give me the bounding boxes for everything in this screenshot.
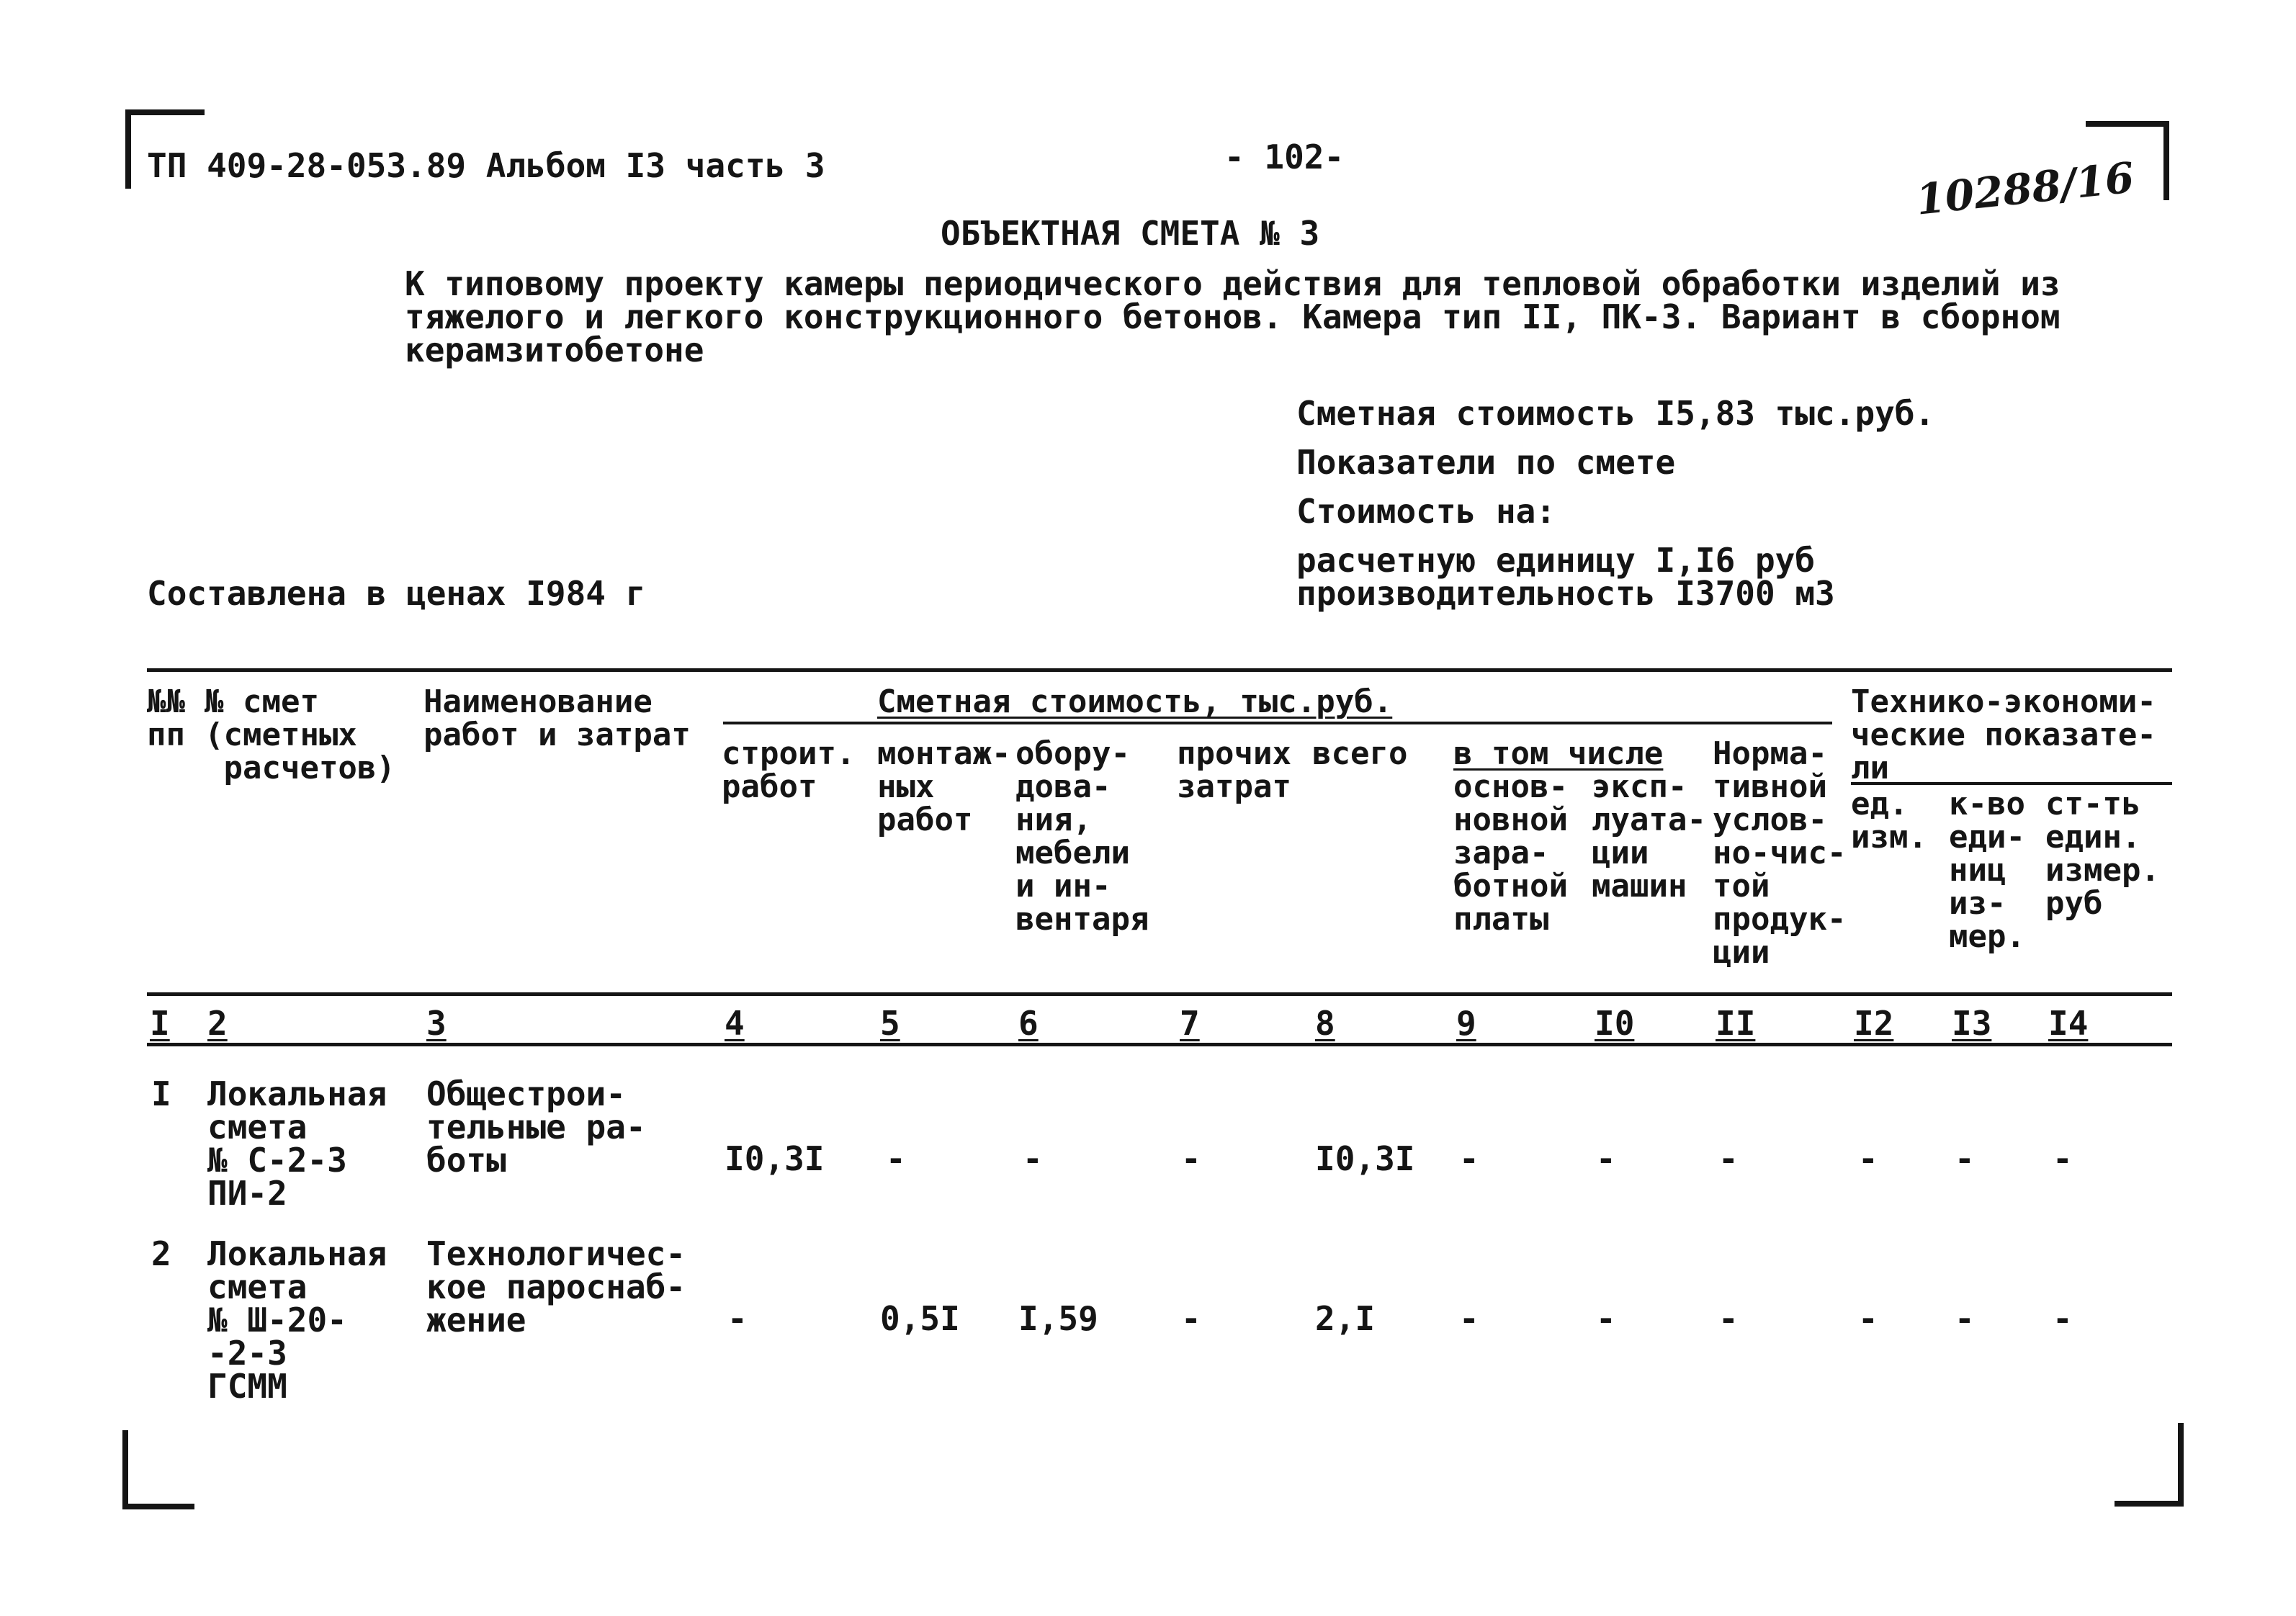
value-unit-count: - xyxy=(1955,1139,1975,1178)
value-base-salary: - xyxy=(1459,1139,1479,1178)
column-number: 3 xyxy=(426,1004,447,1043)
column-number: I4 xyxy=(2048,1004,2089,1043)
header-unit-cost: ст-ть един. измер. руб xyxy=(2045,786,2160,922)
header-other-costs: прочих затрат xyxy=(1177,735,1291,805)
value-unit: - xyxy=(1858,1139,1878,1178)
column-number: 2 xyxy=(207,1004,228,1043)
value-normative-product: - xyxy=(1718,1139,1739,1178)
description-line-3: керамзитобетоне xyxy=(405,331,704,369)
column-number: 4 xyxy=(725,1004,745,1043)
corner-top-right-h xyxy=(2086,121,2169,127)
header-unit: ед. изм. xyxy=(1851,786,1927,856)
column-number: I2 xyxy=(1854,1004,1894,1043)
value-normative-product: - xyxy=(1718,1299,1739,1338)
value-installation: - xyxy=(886,1139,906,1178)
header-machine-operation: эксп- луата- ции машин xyxy=(1592,768,1706,904)
corner-top-left-v xyxy=(125,109,131,189)
corner-bottom-left-v xyxy=(122,1430,128,1509)
cost-on-label: Стоимость на: xyxy=(1296,492,1556,531)
column-number: I3 xyxy=(1952,1004,1992,1043)
header-unit-count: к-во еди- ниц из- мер. xyxy=(1949,786,2025,955)
cost-group-underline xyxy=(723,722,1832,724)
value-installation: 0,5I xyxy=(880,1299,960,1338)
value-total: 2,I xyxy=(1315,1299,1376,1338)
corner-top-right-v xyxy=(2163,121,2169,200)
corner-top-left-h xyxy=(125,109,205,115)
value-other: - xyxy=(1181,1299,1201,1338)
estimated-cost: Сметная стоимость I5,83 тыс.руб. xyxy=(1296,394,1935,433)
value-equipment: - xyxy=(1023,1139,1043,1178)
colnum-bottom-rule xyxy=(147,1043,2172,1046)
column-number: 9 xyxy=(1456,1004,1476,1043)
work-name: Технологичес- кое пароснаб- жение xyxy=(426,1234,686,1339)
value-unit: - xyxy=(1858,1299,1878,1338)
value-unit-cost: - xyxy=(2053,1299,2073,1338)
doc-reference: ТП 409-28-053.89 Альбом I3 часть 3 xyxy=(147,146,825,185)
row-number: 2 xyxy=(151,1234,171,1273)
table-top-rule xyxy=(147,668,2172,672)
estimate-reference: Локальная смета № Ш-20- -2-3 ГСММ xyxy=(207,1234,387,1406)
estimate-reference: Локальная смета № С-2-3 ПИ-2 xyxy=(207,1074,387,1213)
corner-bottom-right-h xyxy=(2115,1501,2184,1507)
handwritten-number: 10288/16 xyxy=(1914,153,2137,225)
header-including: в том числе xyxy=(1453,735,1664,772)
header-normative-product: Норма- тивной услов- но-чис- той продук- ции xyxy=(1713,735,1847,971)
column-number: I xyxy=(150,1004,170,1043)
value-machine-operation: - xyxy=(1596,1299,1616,1338)
description-line-1: К типовому проекту камеры периодического действия для тепловой обработки изделий из xyxy=(405,264,2060,303)
value-other: - xyxy=(1181,1139,1201,1178)
header-row-number: №№ пп xyxy=(147,683,185,753)
value-equipment: I,59 xyxy=(1018,1299,1098,1338)
indicators-label: Показатели по смете xyxy=(1296,443,1676,482)
header-installation: монтаж- ных работ xyxy=(877,735,1011,838)
value-machine-operation: - xyxy=(1596,1139,1616,1178)
page-title: ОБЪЕКТНАЯ СМЕТА № 3 xyxy=(941,214,1320,253)
corner-bottom-right-v xyxy=(2178,1423,2184,1507)
header-cost-group: Сметная стоимость, тыс.руб. xyxy=(877,683,1393,720)
column-number: 5 xyxy=(880,1004,900,1043)
header-work-name: Наименование работ и затрат xyxy=(423,683,691,753)
column-number: II xyxy=(1716,1004,1756,1043)
row-number: I xyxy=(151,1074,171,1113)
column-number: I0 xyxy=(1595,1004,1635,1043)
column-number: 7 xyxy=(1180,1004,1200,1043)
work-name: Общестрои- тельные ра- боты xyxy=(426,1074,646,1180)
value-construction: I0,3I xyxy=(725,1139,825,1178)
cost-per-unit: расчетную единицу I,I6 руб xyxy=(1296,541,1816,580)
header-base-salary: основ- новной зара- ботной платы xyxy=(1453,768,1568,938)
column-number: 8 xyxy=(1315,1004,1335,1043)
value-unit-cost: - xyxy=(2053,1139,2073,1178)
corner-bottom-left-h xyxy=(122,1504,194,1509)
value-total: I0,3I xyxy=(1315,1139,1415,1178)
value-base-salary: - xyxy=(1459,1299,1479,1338)
header-bottom-rule xyxy=(147,992,2172,996)
capacity-value: производительность I3700 м3 xyxy=(1296,574,1835,613)
column-number: 6 xyxy=(1018,1004,1039,1043)
value-unit-count: - xyxy=(1955,1299,1975,1338)
value-construction: - xyxy=(727,1299,748,1338)
prices-note: Составлена в ценах I984 г xyxy=(147,574,646,613)
header-equipment: обору- дова- ния, мебели и ин- вентаря xyxy=(1015,735,1149,938)
header-estimate-number: № смет (сметных расчетов) xyxy=(205,683,395,786)
header-tech-econ-group: Технико-экономи- ческие показате- ли xyxy=(1851,683,2156,786)
description-line-2: тяжелого и легкого конструкционного бетонов. Камера тип II, ПК-3. Вариант в сборном xyxy=(405,297,2060,336)
header-total: всего xyxy=(1312,735,1408,772)
header-construction: строит. работ xyxy=(722,735,856,805)
page-number: - 102- xyxy=(1224,138,1345,176)
